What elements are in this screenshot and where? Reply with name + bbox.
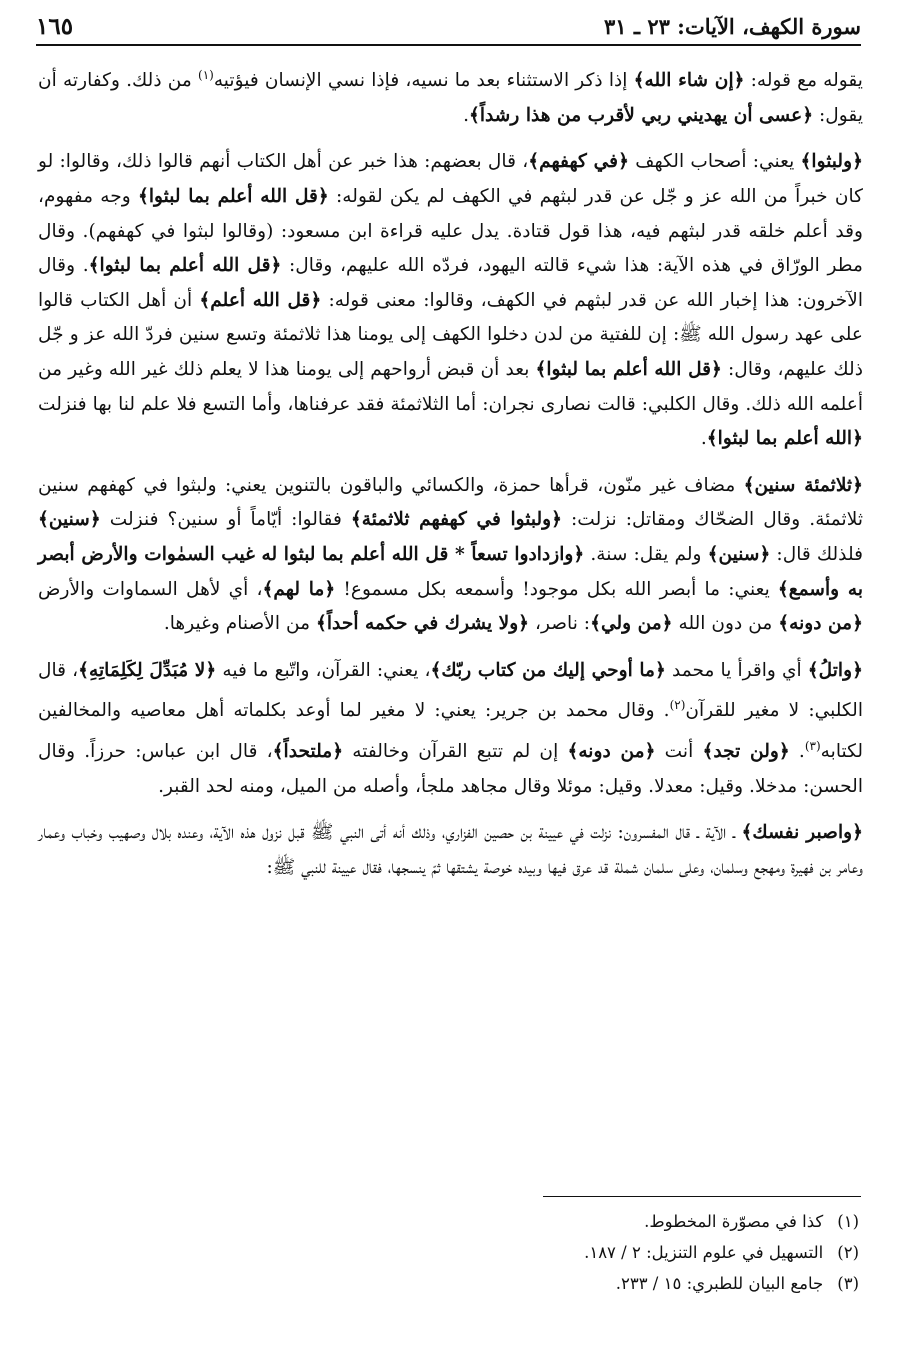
text-run: يعني: ما أبصر الله بكل موجود! وأسمعه بكل مسموع! <box>335 578 778 600</box>
text-run: من دون الله <box>672 613 779 635</box>
footnote <box>300 1206 859 1237</box>
footnote-text: التسهيل في علوم التنزيل: ٢ / ١٨٧. <box>584 1243 824 1262</box>
text-run: من الأصنام وغيرها. <box>163 613 316 635</box>
quran-quote: ﴿ولبثوا﴾ <box>800 151 863 173</box>
text-run: يقوله مع قوله: <box>744 70 863 92</box>
quran-quote: ﴿قل الله أعلم﴾ <box>199 289 322 311</box>
quran-quote: ﴿من دونه﴾ <box>778 613 863 635</box>
quran-quote: ﴿قل الله أعلم بما لبثوا﴾ <box>137 185 329 207</box>
footnote <box>300 1237 859 1268</box>
text-run: يعني: أصحاب الكهف <box>628 151 801 173</box>
quran-quote: ﴿من دونه﴾ <box>567 741 656 763</box>
footnote-text: كذا في مصوّرة المخطوط. <box>644 1212 824 1231</box>
quran-quote: ﴿سنين﴾ <box>707 543 771 565</box>
text-run: إن لم تتبع القرآن وخالفته <box>343 741 568 763</box>
text-run: أن أهل الكتاب قالوا على عهد رسول الله ﷺ: إن للفتية من لدن دخلوا الكهف إلى يومنا هذا ثلاثمئة وتسع سنين فردّ الله عز و جّل ذلك عليهم، وقال: <box>38 289 863 380</box>
quran-quote: ﴿الله أعلم بما لبثوا﴾ <box>706 428 863 450</box>
quran-quote: ﴿قل الله أعلم بما لبثوا﴾ <box>535 358 722 380</box>
text-run: أي واقرأ يا محمد <box>665 659 808 681</box>
footnote-number: (١) <box>837 1212 859 1231</box>
paragraph <box>38 469 863 642</box>
text-run: فلذلك قال: <box>770 543 863 565</box>
quran-quote: ﴿ولن تجد﴾ <box>702 741 790 763</box>
quran-quote: ﴿عسى أن يهديني ربي لأقرب من هذا رشداً﴾ <box>468 104 814 126</box>
quran-quote: ﴿ما لهم﴾ <box>262 578 336 600</box>
footnote-ref: (١) <box>198 68 214 82</box>
paragraph <box>38 654 863 805</box>
quran-quote: ﴿واصبر نفسك﴾ <box>741 822 863 844</box>
footnote-separator <box>543 1196 861 1197</box>
text-run: . <box>463 104 469 126</box>
footnote <box>300 1268 859 1299</box>
quran-quote: ﴿لا مُبَدِّلَ لِكَلِمَاتِهِ﴾ <box>78 659 217 681</box>
text-run: فقالوا: أيّاماً أو سنين؟ فنزلت <box>100 509 351 531</box>
quran-quote: ﴿سنين﴾ <box>38 509 101 531</box>
quran-quote: ﴿واتلُ﴾ <box>807 659 863 681</box>
quran-quote: ﴿ملتحداً﴾ <box>272 741 344 763</box>
quran-quote: ﴿قل الله أعلم بما لبثوا﴾ <box>88 255 282 277</box>
paragraph <box>38 145 863 456</box>
text-run: ، قال ابن عباس: حرزاً. وقال الحسن: مدخلا. وقيل: معدلا. وقيل: موئلا وقال مجاهد ملجأ، وأصله من الميل، ومنه لحد القبر. <box>38 741 863 797</box>
footnotes <box>300 1206 859 1299</box>
quran-quote: ﴿إن شاء الله﴾ <box>633 70 745 92</box>
quran-quote: ﴿ولا يشرك في حكمه أحداً﴾ <box>316 613 530 635</box>
page-number: ١٦٥ <box>36 12 74 40</box>
text-run: ، أي لأهل السماوات والأرض <box>38 578 263 600</box>
text-run: إذا ذكر الاستثناء بعد ما نسيه، فإذا نسي الإنسان فيؤتيه <box>213 70 634 92</box>
text-run: بعد أن قبض أرواحهم إلى يومنا هذا لا يعلم ذلك غير الله وغير من أعلمه الله ذلك. وقال الكلبي: قالت نصارى نجران: أما الثلاثمئة فقد عرفناها، وأما التسع فلا علم لنا بها فنزلت <box>38 358 863 415</box>
quran-quote: ﴿وازدادوا تسعاً * قل الله أعلم بما لبثوا له غيب السمٰوات والأرض أبصر به وأسمع﴾ <box>38 543 864 600</box>
text-run: : ناصر، <box>529 613 591 635</box>
page-header <box>36 8 861 46</box>
quran-quote: ﴿ثلاثمئة سنين﴾ <box>743 474 863 496</box>
quran-quote: ﴿ما أوحي إليك من كتاب ربّك﴾ <box>430 659 666 681</box>
quran-quote: ﴿في كهفهم﴾ <box>528 151 629 173</box>
text-run: ، قال بعضهم: هذا خبر عن أهل الكتاب أنهم قالوا ذلك، وقالوا: لو كان خبراً من الله عز و جّل عن قدر لبثهم في الكهف لم يكن لقوله: <box>38 151 863 207</box>
text-run: ـ الآية ـ قال المفسرون: نزلت في عيينة بن حصين الفزاري، وذلك أنه أتى النبي ﷺ قبل نزول هذه الآية، وعنده بلال وصهيب وخباب وعمار وعامر بن فهيرة ومهجع وسلمان، وعلى سلمان شملة قد عرق فيها وبيده خوصة يشتقها ثمّ ينسجها، فقال عيينة للنبي ﷺ: <box>38 822 863 879</box>
text-run: مضاف غير منّون، قرأها حمزة، والكسائي والباقون بالتنوين يعني: ولبثوا في كهفهم سنين ثلاثمئة. وقال الضحّاك ومقاتل: نزلت: <box>38 474 863 531</box>
text-run: ولم يقل: سنة. <box>584 543 708 565</box>
text-run: . <box>700 428 707 450</box>
text-run: ، يعني: القرآن، واتّبع ما فيه <box>216 659 431 681</box>
paragraph <box>38 58 863 133</box>
text-run: أنت <box>655 741 703 763</box>
text-run: ، قال الكلبي: لا مغير للقرآن <box>38 659 864 722</box>
footnote-number: (٢) <box>837 1243 859 1262</box>
footnote-number: (٣) <box>837 1274 859 1293</box>
footnote-text: جامع البيان للطبري: ١٥ / ٢٣٣. <box>615 1274 824 1293</box>
footnote-ref: (٢) <box>669 698 686 713</box>
text-run: . <box>789 741 805 763</box>
main-text <box>38 58 863 898</box>
text-run: من ذلك. وكفارته أن يقول: <box>38 70 863 126</box>
text-run: . وقال محمد بن جرير: يعني: لا مغير لما أوعد بكلماته أهل معاصيه والمخالفين لكتابه <box>38 700 864 763</box>
text-run: وجه مفهوم، وقد أعلم خلقه قدر لبثهم فيه، هذا قول قتادة. يدل عليه قراءة ابن مسعود: (وقالوا لبثوا في كهفهم). وقال مطر الورّاق في هذه الآية: هذا شيء قالته اليهود، فردّه الله عليهم، وقال: <box>38 185 863 277</box>
text-run: . وقال الآخرون: هذا إخبار الله عن قدر لبثهم في الكهف، وقالوا: معنى قوله: <box>38 255 863 311</box>
quran-quote: ﴿ولبثوا في كهفهم ثلاثمئة﴾ <box>350 509 563 531</box>
footnote-ref: (٣) <box>804 739 821 754</box>
running-title: سورة الكهف، الآيات: ٢٣ ـ ٣١ <box>603 13 861 39</box>
paragraph <box>38 816 863 885</box>
quran-quote: ﴿من ولي﴾ <box>590 613 673 635</box>
